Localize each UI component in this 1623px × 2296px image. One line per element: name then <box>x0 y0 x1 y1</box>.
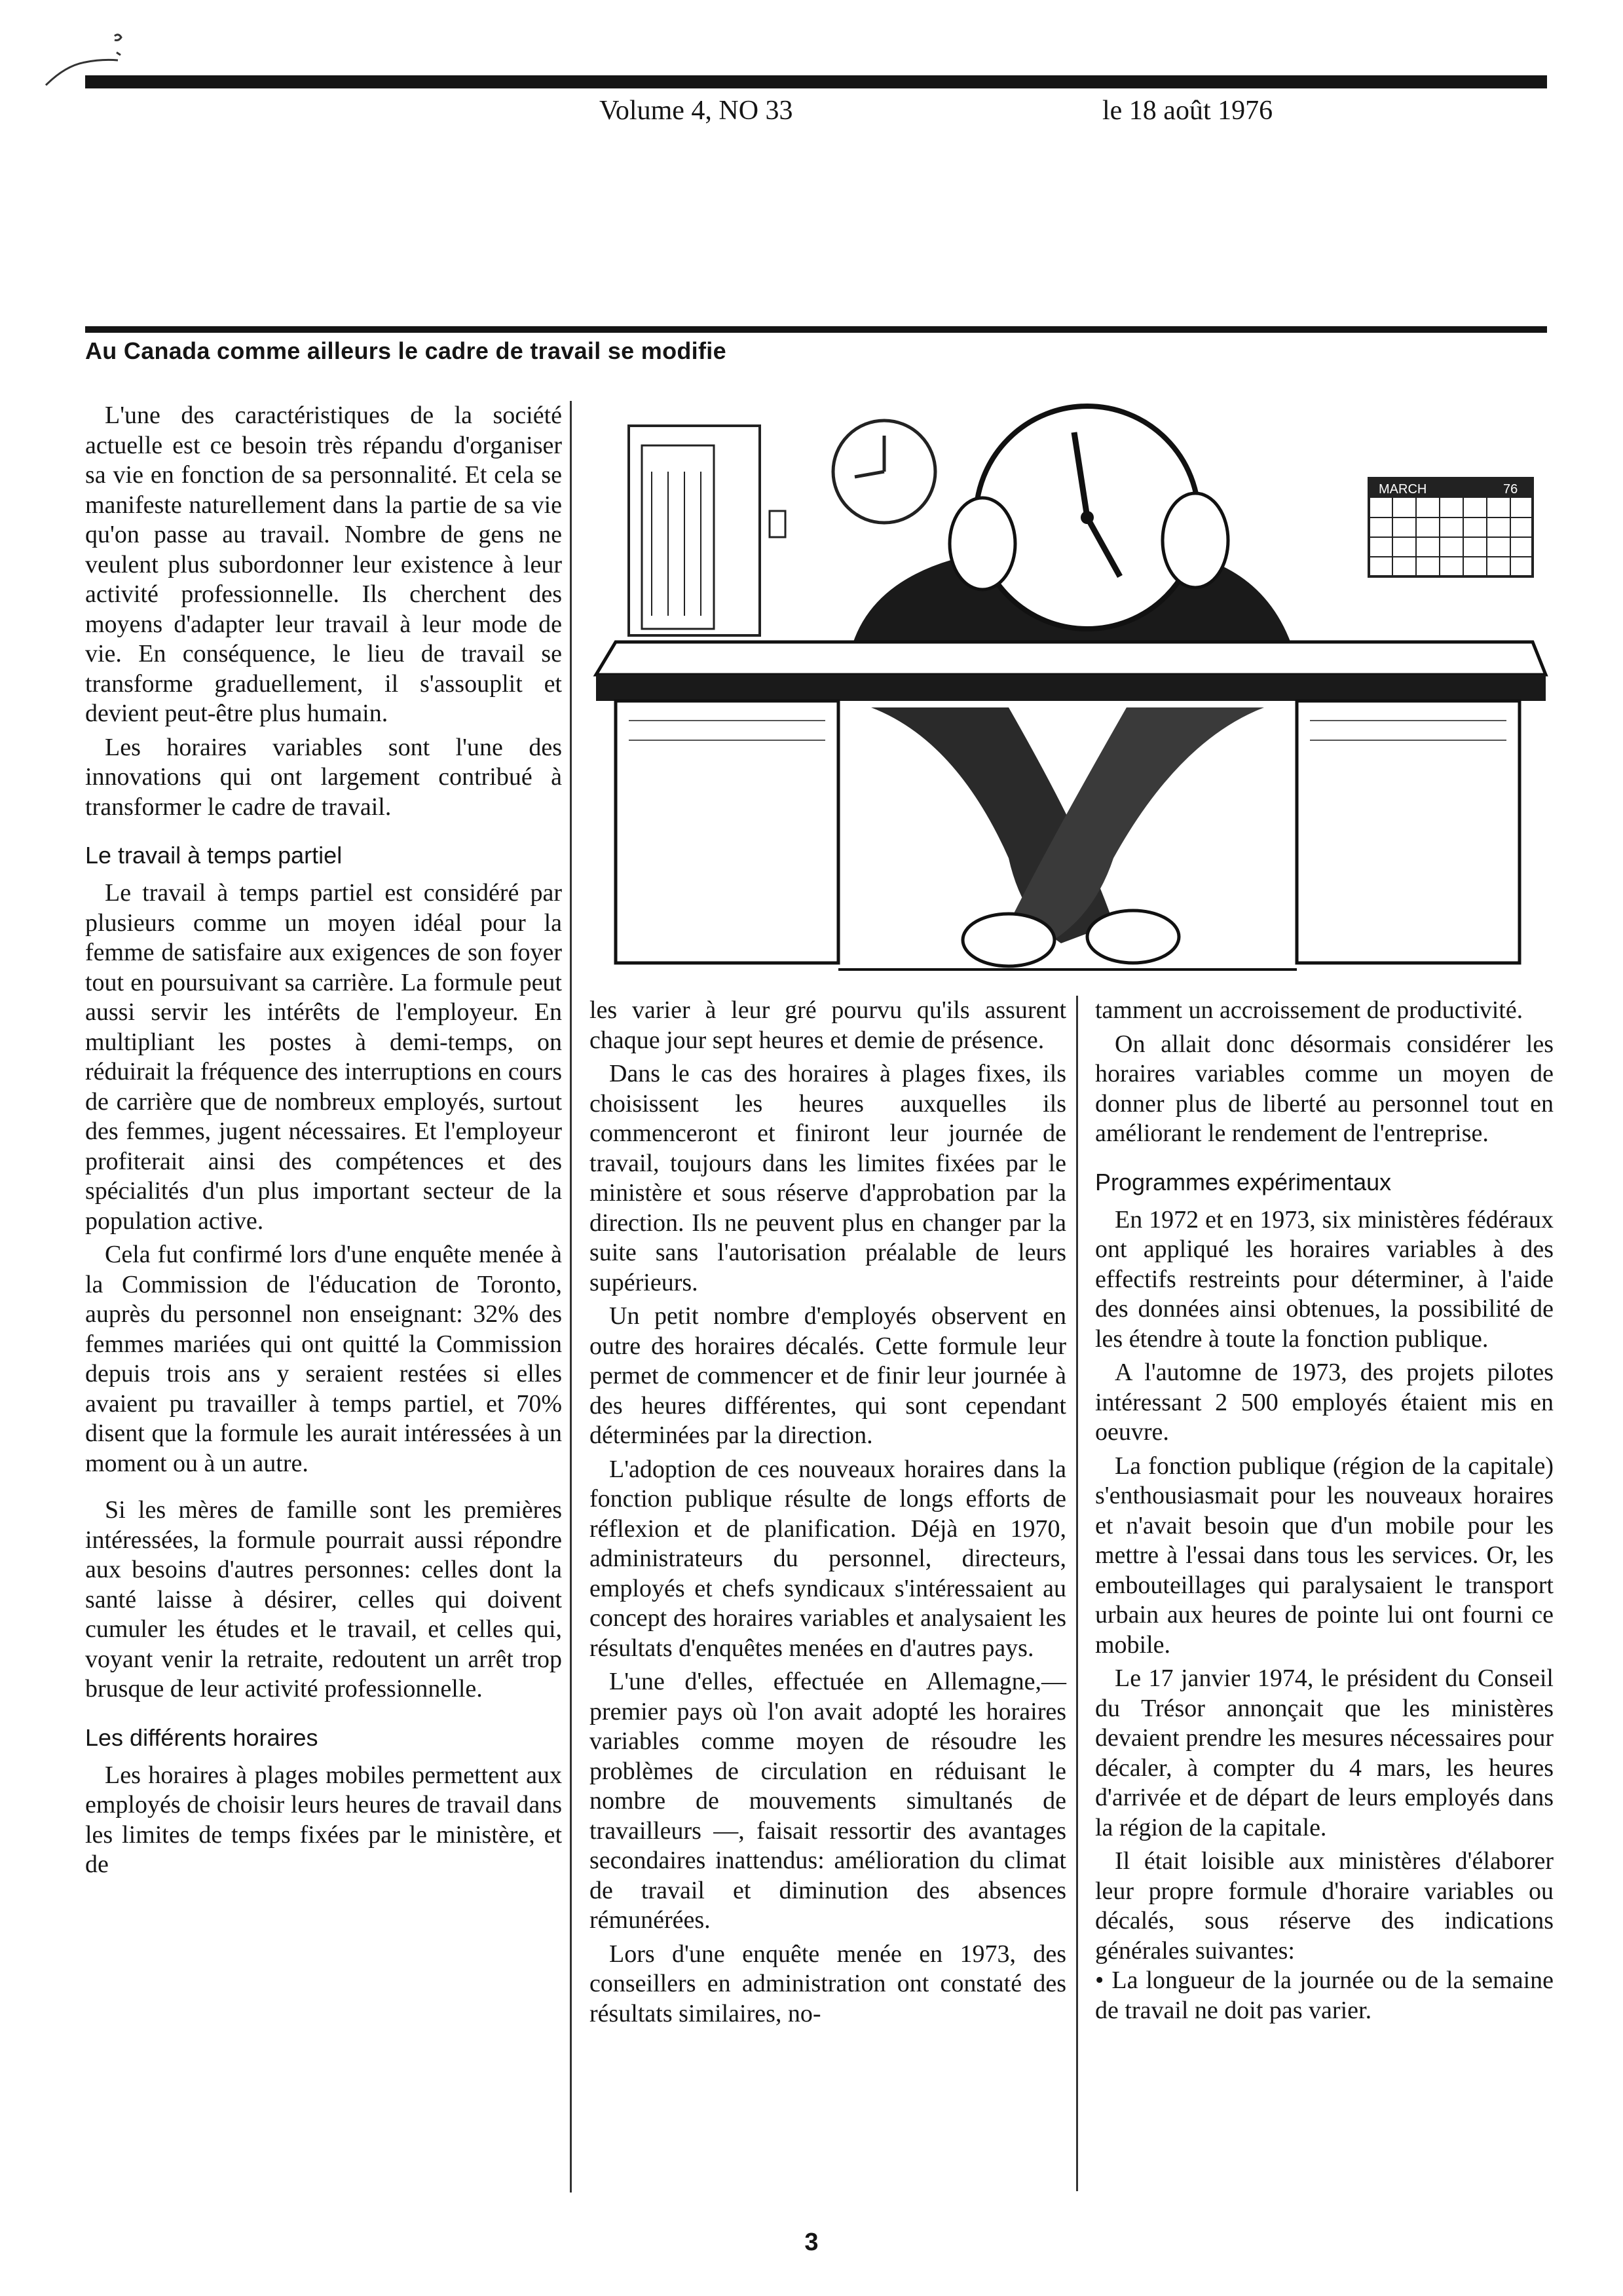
body-paragraph: Le 17 janvier 1974, le président du Conseil du Trésor annonçait que les ministères devaient prendre les mesures nécessaires pour décaler, à compter du 4 mars, les heures d'arrivée et de départ de leurs employés dans la région de la capitale. <box>1095 1665 1554 1841</box>
wall-clock-icon <box>833 421 935 523</box>
headline-rule <box>85 326 1547 333</box>
body-paragraph: Lors d'une enquête menée en 1973, des conseillers en administration ont constaté des résultats similaires, no- <box>589 1940 1066 2027</box>
top-rule <box>85 75 1547 88</box>
body-paragraph: L'adoption de ces nouveaux horaires dans la fonction publique résulte de longs efforts de réflexion et de planification. Déjà en 1970, administrateurs du personnel, directeurs, employés et chefs syndicaux s'intéressaient au concept des horaires variables et analysaient les résultats d'enquêtes menées en d'autres pays. <box>589 1455 1066 1662</box>
body-paragraph: En 1972 et en 1973, six ministères fédéraux ont appliqué les horaires variables à des effectifs restreints pour déterminer, à l'aide des données ainsi obtenues, la possibilité de les étendre à toute la fonction publique. <box>1095 1205 1554 1353</box>
body-paragraph: La fonction publique (région de la capitale) s'enthousiasmait pour les nouveaux horaires et n'avait besoin que d'un mobile pour les mettre à l'essai dans tous les services. Or, les embouteillages qui paralysaient le transport urbain aux heures de pointe lui ont fourni ce mobile. <box>1095 1452 1554 1659</box>
body-paragraph: Si les mères de famille sont les premières intéressées, la formule pourrait aussi répondre aux besoins d'autres personnes: celles dont la santé laisse à désirer, celles qui doivent cumuler les études et le travail, et celles qui, voyant venir la retraite, redoutent un arrêt trop brusque de leur activité professionnelle. <box>85 1496 562 1703</box>
middle-column <box>589 996 1066 2029</box>
body-paragraph: L'une d'elles, effectuée en Allemagne,— premier pays où l'on avait adopté les horaires variables comme moyen de résoudre les problèmes de circulation en réduisant le nombre de mouvements simultanés de travailleurs —, faisait ressortir des avantages secondaires inattendus: amélioration du climat de travail et diminution des absences rémunérées. <box>589 1668 1066 1934</box>
section-heading-part-time: Le travail à temps partiel <box>85 842 343 869</box>
body-paragraph: tamment un accroissement de productivité. <box>1095 996 1523 1024</box>
column-divider <box>1076 996 1078 2191</box>
body-paragraph: Il était loisible aux ministères d'élaborer leur propre formule d'horaire variables ou décalés, sous réserve des indications générales suivantes: <box>1095 1847 1554 1965</box>
column-divider <box>570 401 572 2192</box>
body-paragraph: Un petit nombre d'employés observent en outre des horaires décalés. Cette formule leur permet de commencer et de finir leur journée à des heures différentes, qui sont cependant déterminées par la direction. <box>589 1302 1066 1449</box>
desk-top <box>596 642 1546 675</box>
body-paragraph: Dans le cas des horaires à plages fixes, ils choisissent les heures auxquelles ils commenceront et finiront leur journée de travail, toujours dans les limites fixées par le ministère et sous réserve d'approbation par la direction. Ils ne peuvent plus en changer par la suite sans l'autorisation préalable de leurs supérieurs. <box>589 1060 1066 1296</box>
right-column <box>1095 996 1554 2025</box>
intro-column <box>85 401 562 1880</box>
list-item: • La longueur de la journée ou de la semaine de travail ne doit pas varier. <box>1095 1966 1554 2025</box>
section-heading-schedules: Les différents horaires <box>85 1723 318 1751</box>
issue-date: le 18 août 1976 <box>1102 96 1273 126</box>
page-number: 3 <box>804 2229 819 2256</box>
wall-calendar <box>1369 478 1533 576</box>
office-clock-illustration <box>589 400 1552 989</box>
body-paragraph: A l'automne de 1973, des projets pilotes intéressant 2 500 employés étaient mis en oeuvre. <box>1095 1359 1554 1446</box>
guidelines-list <box>1095 1966 1554 2025</box>
light-switch <box>770 511 785 537</box>
left-shoe <box>963 914 1054 966</box>
intro-paragraph: Les horaires variables sont l'une des innovations qui ont largement contribué à transformer le cadre de travail. <box>85 733 562 821</box>
section-heading-programs: Programmes expérimentaux <box>1095 1168 1392 1195</box>
right-shoe <box>1087 911 1179 963</box>
body-paragraph: On allait donc désormais considérer les horaires variables comme un moyen de donner plus de liberté au personnel tout en améliorant le rendement de l'entreprise. <box>1095 1030 1554 1147</box>
svg-text:76: 76 <box>1503 482 1518 497</box>
body-paragraph: Cela fut confirmé lors d'une enquête menée à la Commission de l'éducation de Toronto, auprès du personnel non enseignant: 32% des femmes mariées qui ont quitté la Commission depuis trois ans y seraient restées si elles avaient pu travailler à temps partiel, et 70% disent que la formule les aurait intéressées à un moment ou à un autre. <box>85 1241 562 1477</box>
volume-number: Volume 4, NO 33 <box>599 96 793 126</box>
article-headline: Au Canada comme ailleurs le cadre de travail se modifie <box>85 337 726 364</box>
desk-edge <box>596 675 1546 701</box>
body-paragraph: Les horaires à plages mobiles permettent aux employés de choisir leurs heures de travail dans les limites de temps fixées par le ministère, et de <box>85 1761 562 1878</box>
body-paragraph: Le travail à temps partiel est considéré par plusieurs comme un moyen idéal pour la femme de satisfaire aux exigences de son foyer tout en poursuivant sa carrière. La formule peut aussi servir les intérêts de l'employeur. En multipliant les postes à demi-temps, on réduirait la fréquence des interruptions en cours de carrière que de nombreux employés, surtout des femmes, jugent nécessaires. Et l'employeur profiterait ainsi des compétences et des spécialités d'un plus important secteur de la population active. <box>85 879 562 1235</box>
body-paragraph: les varier à leur gré pourvu qu'ils assurent chaque jour sept heures et demie de présence. <box>589 996 1066 1054</box>
intro-paragraph: L'une des caractéristiques de la société actuelle est ce besoin très répandu d'organiser sa vie en fonction de sa personnalité. Et cela se manifeste naturellement dans la partie de sa vie qu'on passe au travail. Nombre de gens ne veulent plus subordonner leur existence à leur activité professionnelle. Ils cherchent des moyens d'adapter leur travail à leur mode de vie. En conséquence, le lieu de travail se transforme graduellement, il s'assouplit et devient peut-être plus humain. <box>85 402 562 727</box>
svg-text:MARCH: MARCH <box>1379 482 1427 497</box>
